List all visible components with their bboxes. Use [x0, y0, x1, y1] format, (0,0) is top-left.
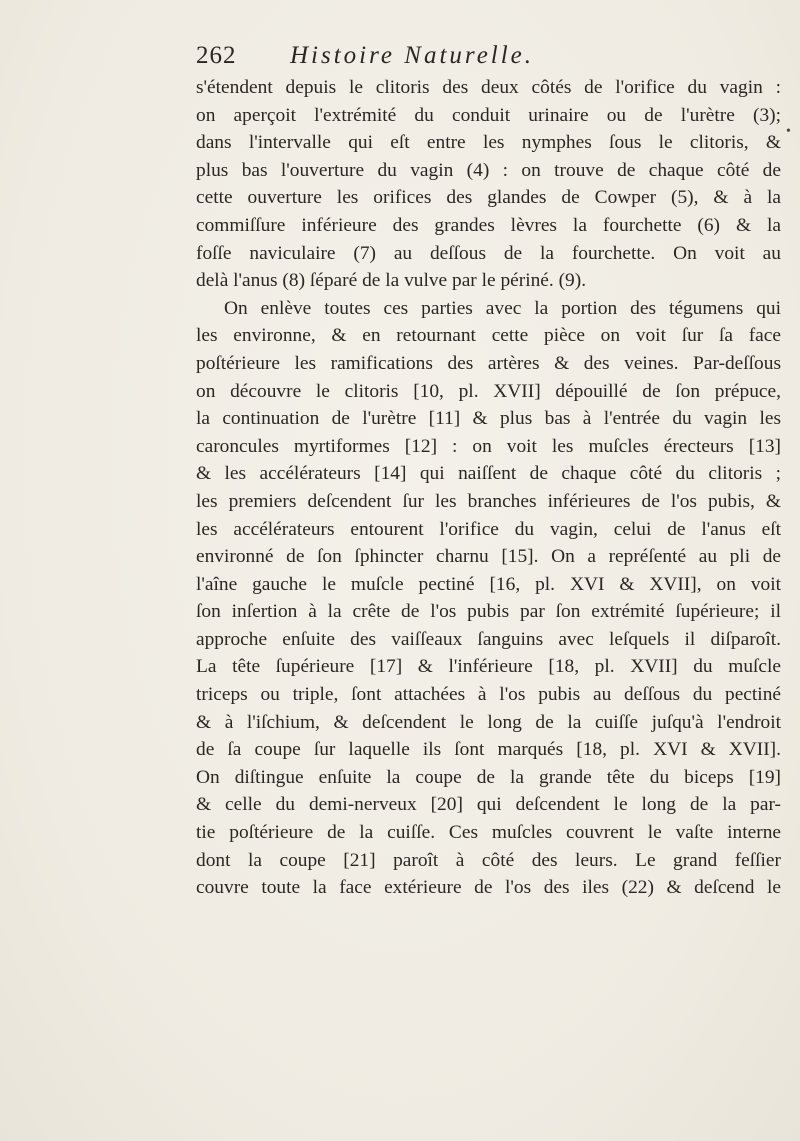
text-line: les accélérateurs entourent l'orifice du vagin, celui de l'anus eſt [196, 518, 781, 540]
text-line: s'étendent depuis le clitoris des deux côtés de l'orifice du vagin : [196, 77, 781, 98]
text-line: les premiers deſcendent ſur les branches inférieures de l'os pubis, & [196, 490, 781, 512]
text-line: de ſa coupe ſur laquelle ils ſont marqués [18, pl. XVI & XVII]. [196, 739, 781, 761]
text-line: couvre toute la face extérieure de l'os des iles (22) & deſcend le [196, 877, 781, 899]
text-line: caroncules myrtiformes [12] : on voit les muſcles éreсteurs [13] [196, 435, 781, 457]
text-line: On diſtingue enſuite la coupe de la grande tête du biceps [19] [196, 766, 781, 788]
text-line: dont la coupe [21] paroît à côté des leurs. Le grand feſſier [196, 849, 781, 871]
text-line: ſon inſertion à la crête de l'os pubis par ſon extrémité ſupérieure; il [196, 601, 781, 623]
running-title: Histoire Naturelle. [290, 42, 535, 69]
text-line: cette ouverture les orifices des glandes de Cowper (5), & à la [196, 187, 781, 209]
text-line: tie poſtérieure de la cuiſſe. Ces muſcles couvrent le vaſte interne [196, 822, 781, 844]
text-line: dans l'intervalle qui eſt entre les nymphes ſous le clitoris, & [196, 132, 781, 154]
text-line: triceps ou triple, ſont attachées à l'os pubis au deſſous du pectiné [196, 684, 781, 706]
text-line: commiſſure inférieure des grandes lèvres la fourchette (6) & la [196, 214, 781, 236]
text-line: & celle du demi-nerveux [20] qui deſcendent le long de la par- [196, 794, 781, 816]
text-line: plus bas l'ouverture du vagin (4) : on trouve de chaque côté de [196, 159, 781, 181]
text-line: les environne, & en retournant cette pièce on voit ſur ſa face [196, 325, 781, 347]
page-number: 262 [196, 42, 237, 69]
paragraph-start-line: On enlève toutes ces parties avec la portion des tégumens qui [224, 297, 781, 319]
text-line: l'aîne gauche le muſcle pectiné [16, pl. XVI & XVII], on voit [196, 573, 781, 595]
text-line: on aperçoit l'extrémité du conduit urinaire ou de l'urètre (3); [196, 104, 781, 126]
text-line: & les accélérateurs [14] qui naiſſent de chaque côté du clitoris ; [196, 463, 781, 485]
text-line: la continuation de l'urètre [11] & plus bas à l'entrée du vagin les [196, 408, 781, 430]
text-line: La tête ſupérieure [17] & l'inférieure [18, pl. XVII] du muſcle [196, 656, 781, 678]
margin-speck: • [786, 124, 791, 139]
text-line: delà l'anus (8) ſéparé de la vulve par le périné. (9). [196, 270, 587, 292]
text-line: approche enſuite des vaiſſeaux ſanguins avec leſquels il diſparoît. [196, 628, 781, 650]
text-line: poſtérieure les ramifications des artères & des veines. Par-deſſous [196, 352, 781, 374]
text-line: foſſe naviculaire (7) au deſſous de la fourchette. On voit au [196, 242, 781, 264]
body-text [196, 74, 781, 902]
text-line: on découvre le clitoris [10, pl. XVII] dépouillé de ſon prépuce, [196, 380, 781, 402]
text-line: & à l'iſchium, & deſcendent le long de la cuiſſe juſqu'à l'endroit [196, 711, 781, 733]
text-line: environné de ſon ſphincter charnu [15]. On a repréſenté au pli de [196, 546, 781, 568]
page-header [196, 42, 636, 78]
